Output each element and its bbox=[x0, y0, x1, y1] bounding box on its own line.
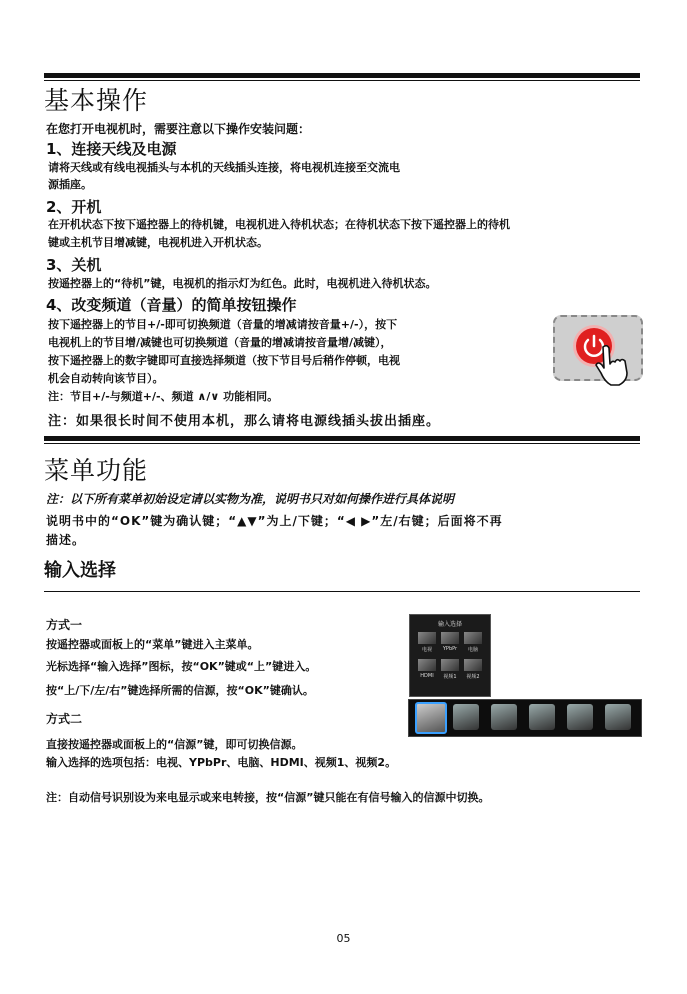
method1-line3: 按“上/下/左/右”键选择所需的信源，按“OK”键确认。 bbox=[46, 684, 314, 697]
screen-menu-icon bbox=[491, 704, 517, 730]
method1-line1: 按遥控器或面板上的“菜单”键进入主菜单。 bbox=[46, 638, 259, 651]
menu-line2: 描述。 bbox=[46, 533, 86, 547]
top-rule-thin bbox=[44, 80, 640, 81]
method2-line1: 直接按遥控器或面板上的“信源”键，即可切换信源。 bbox=[46, 738, 303, 751]
item4-title: 4、改变频道（音量）的简单按钮操作 bbox=[46, 296, 297, 314]
source-pc-icon bbox=[464, 632, 482, 644]
item3-body: 按遥控器上的“待机”键，电视机的指示灯为红色。此时，电视机进入待机状态。 bbox=[48, 277, 437, 290]
method1-title: 方式一 bbox=[46, 618, 83, 632]
method2-line2: 输入选择的选项包括：电视、YPbPr、电脑、HDMI、视频1、视频2。 bbox=[46, 756, 397, 769]
unplug-note: 注：如果很长时间不使用本机，那么请将电源线插头拔出插座。 bbox=[48, 414, 441, 429]
source-label: 电脑 bbox=[467, 647, 478, 653]
source-hdmi-icon bbox=[418, 659, 436, 671]
pointing-hand-icon bbox=[593, 343, 635, 387]
source-label: 电视 bbox=[421, 647, 432, 653]
item1-title: 1、连接天线及电源 bbox=[46, 140, 177, 158]
page-number: 05 bbox=[336, 932, 351, 945]
item2-body-line1: 在开机状态下按下遥控器上的待机键，电视机进入待机状态；在待机状态下按下遥控器上的待机 bbox=[48, 218, 510, 231]
item4-line2: 电视机上的节目增/减键也可切换频道（音量的增减请按音量增/减键）， bbox=[48, 336, 392, 349]
source-label: HDMI bbox=[420, 673, 434, 679]
method1-line2: 光标选择“输入选择”图标，按“OK”键或“上”键进入。 bbox=[46, 660, 317, 673]
method2-title: 方式二 bbox=[46, 712, 83, 726]
item1-body-line1: 请将天线或有线电视插头与本机的天线插头连接，将电视机连接至交流电 bbox=[48, 161, 400, 174]
top-rule bbox=[44, 73, 640, 78]
input-select-menu-icon bbox=[415, 702, 447, 734]
source-av2-icon bbox=[464, 659, 482, 671]
source-tv-icon bbox=[418, 632, 436, 644]
auto-signal-note: 注：自动信号识别设为来电显示或来电转接，按“信源”键只能在有信号输入的信源中切换。 bbox=[46, 791, 490, 804]
item4-line1: 按下遥控器上的节目+/-即可切换频道（音量的增减请按音量+/-），按下 bbox=[48, 318, 398, 331]
settings-gear-icon bbox=[567, 704, 593, 730]
basic-intro: 在您打开电视机时，需要注意以下操作安装问题： bbox=[46, 122, 311, 136]
menu-note-italic: 注：以下所有菜单初始设定请以实物为准，说明书只对如何操作进行具体说明 bbox=[46, 492, 455, 506]
section-title-menu: 菜单功能 bbox=[44, 456, 149, 485]
tools-menu-icon bbox=[605, 704, 631, 730]
sound-menu-icon bbox=[529, 704, 555, 730]
input-rule bbox=[44, 591, 640, 592]
item1-body-line2: 源插座。 bbox=[48, 178, 92, 191]
source-label: YPbPr bbox=[442, 646, 458, 652]
input-select-menu bbox=[409, 614, 491, 697]
menu-rule-thin bbox=[44, 443, 640, 444]
section-title-basic: 基本操作 bbox=[44, 86, 149, 115]
menu-line1: 说明书中的“OK”键为确认键；“▲▼”为上/下键；“◀ ▶”左/右键；后面将不再 bbox=[46, 514, 503, 528]
item2-body-line2: 键或主机节目增减键，电视机进入开机状态。 bbox=[48, 236, 268, 249]
source-av1-icon bbox=[441, 659, 459, 671]
input-select-menu-title: 输入选择 bbox=[437, 621, 462, 628]
item2-title: 2、开机 bbox=[46, 198, 102, 216]
item3-title: 3、关机 bbox=[46, 256, 102, 274]
item4-line4: 机会自动转向该节目）。 bbox=[48, 372, 164, 385]
source-label: 视频1 bbox=[443, 674, 457, 680]
power-button-illustration bbox=[553, 315, 643, 381]
item4-note: 注：节目+/-与频道+/-、频道 ∧/∨ 功能相同。 bbox=[48, 390, 279, 403]
item4-line3: 按下遥控器上的数字键即可直接选择频道（按下节目号后稍作停顿，电视 bbox=[48, 354, 400, 367]
section-title-input: 输入选择 bbox=[44, 560, 116, 581]
source-label: 视频2 bbox=[466, 674, 480, 680]
picture-menu-icon bbox=[453, 704, 479, 730]
source-ypbpr-icon bbox=[441, 632, 459, 644]
main-menu-bar bbox=[408, 699, 642, 737]
menu-rule bbox=[44, 436, 640, 441]
